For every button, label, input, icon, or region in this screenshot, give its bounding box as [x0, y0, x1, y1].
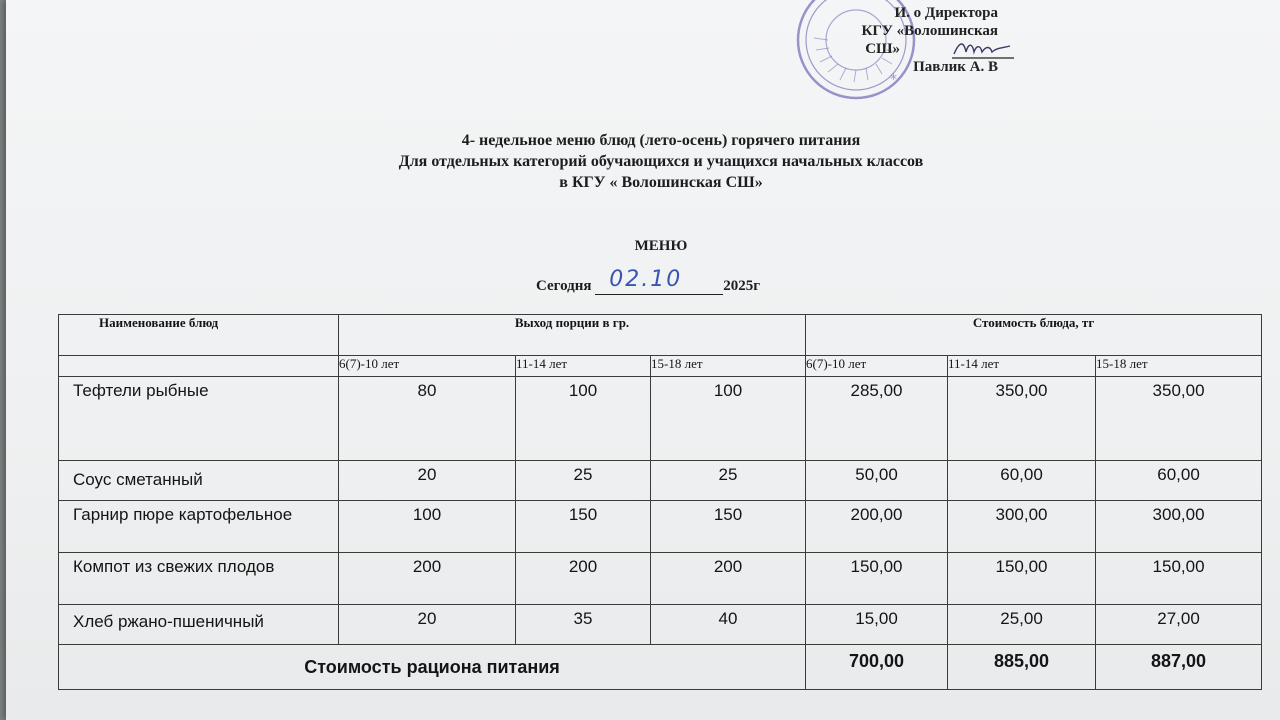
subheader-age: 15-18 лет: [651, 356, 806, 377]
table-row: [59, 605, 1262, 645]
subheader-empty: [59, 356, 339, 377]
cost-cell: 285,00: [806, 377, 948, 461]
portion-cell: 25: [516, 461, 651, 501]
cost-cell: 27,00: [1096, 605, 1262, 645]
menu-table: [58, 314, 1262, 690]
cost-cell: 200,00: [806, 501, 948, 553]
subheader-age: 15-18 лет: [1096, 356, 1262, 377]
dish-name: Гарнир пюре картофельное: [59, 501, 339, 553]
header-line-1: 4- недельное меню блюд (лето-осень) горячего питания: [461, 132, 861, 149]
portion-cell: 40: [651, 605, 806, 645]
cost-cell: 25,00: [948, 605, 1096, 645]
header-dish-name: Наименование блюд: [59, 315, 339, 356]
portion-cell: 80: [339, 377, 516, 461]
portion-cell: 100: [339, 501, 516, 553]
header-line-2: Для отдельных категорий обучающихся и учащихся начальных классов: [398, 153, 924, 170]
portion-cell: 200: [339, 553, 516, 605]
svg-text:*: *: [890, 72, 897, 88]
cost-cell: 350,00: [1096, 377, 1262, 461]
date-prefix: Сегодня: [536, 278, 592, 294]
document-header: [236, 130, 1086, 193]
portion-cell: 150: [516, 501, 651, 553]
portion-cell: 200: [651, 553, 806, 605]
subheader-age: 6(7)-10 лет: [806, 356, 948, 377]
total-row: [59, 645, 1262, 690]
subheader-age: 6(7)-10 лет: [339, 356, 516, 377]
cost-cell: 150,00: [1096, 553, 1262, 605]
table-row: [59, 377, 1262, 461]
cost-cell: 150,00: [806, 553, 948, 605]
cost-cell: 15,00: [806, 605, 948, 645]
portion-cell: 35: [516, 605, 651, 645]
table-row: [59, 461, 1262, 501]
date-suffix: 2025г: [723, 278, 761, 294]
cost-cell: 50,00: [806, 461, 948, 501]
subheader-age: 11-14 лет: [516, 356, 651, 377]
total-label: Стоимость рациона питания: [59, 645, 806, 690]
total-cell: 700,00: [806, 645, 948, 690]
portion-cell: 200: [516, 553, 651, 605]
cost-cell: 300,00: [948, 501, 1096, 553]
subheader-age: 11-14 лет: [948, 356, 1096, 377]
table-row: [59, 553, 1262, 605]
handwritten-signature: [952, 36, 1014, 62]
menu-heading: МЕНЮ: [634, 238, 688, 254]
approval-org: КГУ «Волошинская: [861, 23, 998, 39]
document-page: [6, 0, 1280, 720]
portion-cell: 20: [339, 605, 516, 645]
dish-name: Соус сметанный: [59, 461, 339, 501]
portion-cell: 150: [651, 501, 806, 553]
portion-cell: 25: [651, 461, 806, 501]
approval-title: И. о Директора: [894, 5, 998, 21]
portion-cell: 100: [651, 377, 806, 461]
cost-cell: 350,00: [948, 377, 1096, 461]
cost-cell: 60,00: [1096, 461, 1262, 501]
date-line: [536, 267, 761, 295]
dish-name: Компот из свежих плодов: [59, 553, 339, 605]
approval-signer: Павлик А. В: [913, 59, 998, 75]
dish-name: Хлеб ржано-пшеничный: [59, 605, 339, 645]
approval-org-cont: СШ»: [865, 41, 900, 57]
header-cost: Стоимость блюда, тг: [806, 315, 1262, 356]
date-handwritten: 02.10: [609, 267, 683, 292]
total-cell: 885,00: [948, 645, 1096, 690]
date-blank: [595, 267, 723, 295]
header-portion: Выход порции в гр.: [339, 315, 806, 356]
portion-cell: 20: [339, 461, 516, 501]
cost-cell: 300,00: [1096, 501, 1262, 553]
portion-cell: 100: [516, 377, 651, 461]
cost-cell: 60,00: [948, 461, 1096, 501]
header-line-3: в КГУ « Волошинская СШ»: [559, 174, 763, 191]
dish-name: Тефтели рыбные: [59, 377, 339, 461]
table-row: [59, 501, 1262, 553]
total-cell: 887,00: [1096, 645, 1262, 690]
cost-cell: 150,00: [948, 553, 1096, 605]
